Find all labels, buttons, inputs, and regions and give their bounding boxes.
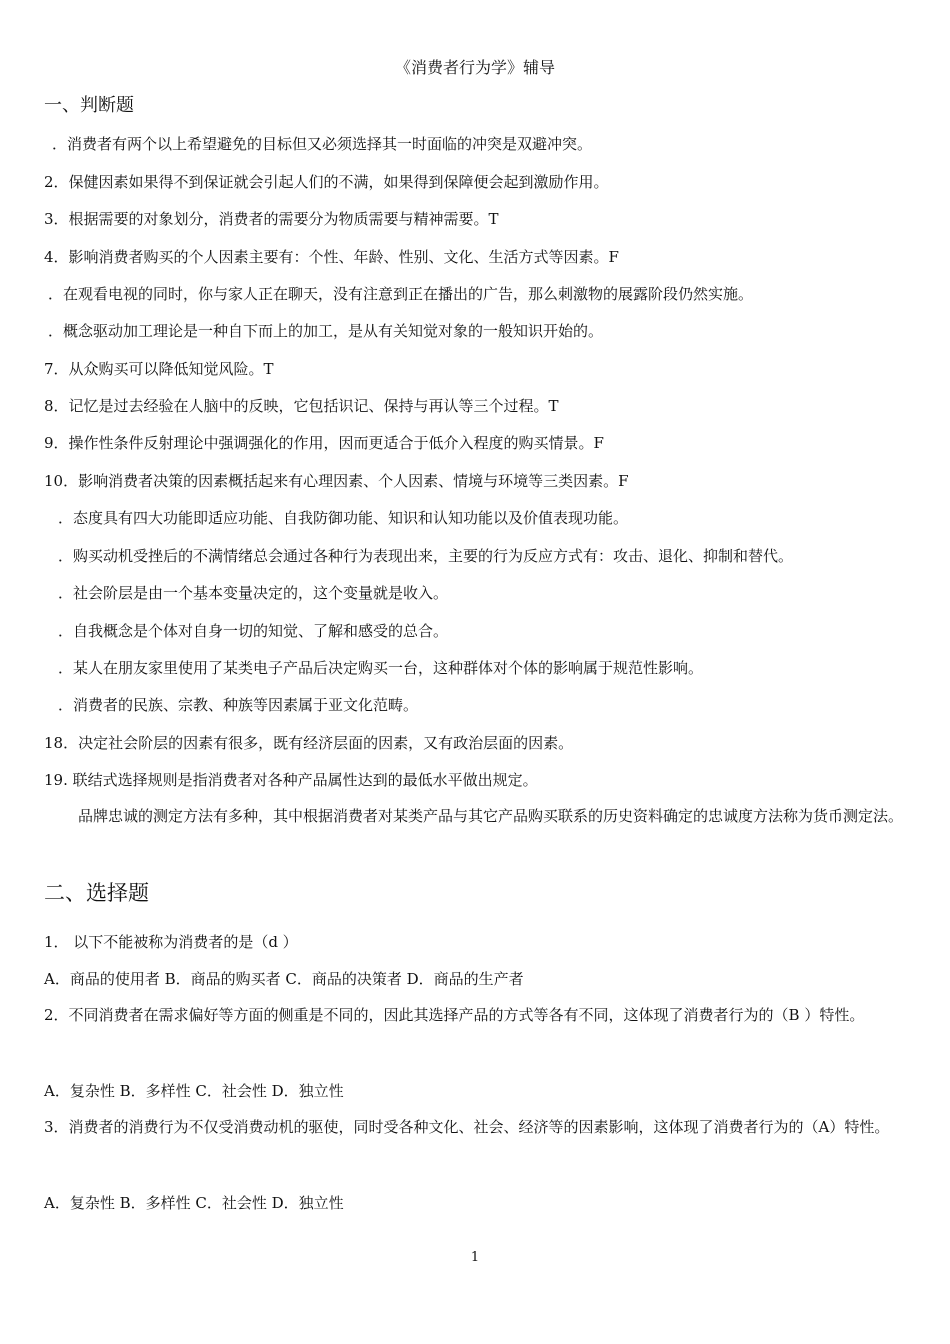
judgment-item: 3．根据需要的对象划分，消费者的需要分为物质需要与精神需要。T	[44, 210, 499, 228]
judgment-item: 18．决定社会阶层的因素有很多，既有经济层面的因素，又有政治层面的因素。	[44, 734, 574, 752]
document-title: 《消费者行为学》辅导	[394, 58, 555, 77]
question-stem: 3．消费者的消费行为不仅受消费动机的驱使，同时受各种文化、社会、经济等的因素影响，这体现了消费者行为的（A）特性。	[44, 1118, 890, 1136]
question-options: A．复杂性 B．多样性 C．社会性 D．独立性	[44, 1082, 344, 1100]
judgment-item: ．消费者有两个以上希望避免的目标但又必须选择其一时面临的冲突是双避冲突。	[52, 135, 593, 153]
judgment-item: ．社会阶层是由一个基本变量决定的，这个变量就是收入。	[58, 584, 449, 602]
question-options: A．商品的使用者 B．商品的购买者 C．商品的决策者 D．商品的生产者	[44, 970, 524, 988]
judgment-item: ．态度具有四大功能即适应功能、自我防御功能、知识和认知功能以及价值表现功能。	[58, 509, 629, 527]
question-options: A．复杂性 B．多样性 C．社会性 D．独立性	[44, 1194, 344, 1212]
judgment-item: ．某人在朋友家里使用了某类电子产品后决定购买一台，这种群体对个体的影响属于规范性影响。	[58, 659, 704, 677]
question-stem: 2．不同消费者在需求偏好等方面的侧重是不同的，因此其选择产品的方式等各有不同，这体现了消费者行为的（B ）特性。	[44, 1006, 865, 1024]
judgment-item: 7．从众购买可以降低知觉风险。T	[44, 360, 274, 378]
judgment-item: 8．记忆是过去经验在人脑中的反映，它包括识记、保持与再认等三个过程。T	[44, 397, 559, 415]
judgment-item: 品牌忠诚的测定方法有多种，其中根据消费者对某类产品与其它产品购买联系的历史资料确定的忠诚度方法称为货币测定法。	[78, 807, 904, 825]
question-stem: 1． 以下不能被称为消费者的是（d ）	[44, 933, 298, 951]
judgment-item: 2．保健因素如果得不到保证就会引起人们的不满，如果得到保障便会起到激励作用。	[44, 173, 609, 191]
judgment-item: 9．操作性条件反射理论中强调强化的作用，因而更适合于低介入程度的购买情景。F	[44, 434, 604, 452]
page-number: 1	[470, 1250, 480, 1265]
judgment-item: ．概念驱动加工理论是一种自下而上的加工，是从有关知觉对象的一般知识开始的。	[48, 322, 604, 340]
judgment-item: ．自我概念是个体对自身一切的知觉、了解和感受的总合。	[58, 622, 449, 640]
judgment-item: 4．影响消费者购买的个人因素主要有：个性、年龄、性别、文化、生活方式等因素。F	[44, 248, 619, 266]
judgment-item: 10．影响消费者决策的因素概括起来有心理因素、个人因素、情境与环境等三类因素。F	[44, 472, 629, 490]
judgment-item: 19. 联结式选择规则是指消费者对各种产品属性达到的最低水平做出规定。	[44, 771, 538, 789]
section-heading-judgment: 一、判断题	[44, 95, 134, 116]
judgment-item: ．在观看电视的同时，你与家人正在聊天，没有注意到正在播出的广告，那么刺激物的展露阶段仍然实施。	[48, 285, 754, 303]
judgment-item: ．消费者的民族、宗教、种族等因素属于亚文化范畴。	[58, 696, 419, 714]
section-heading-choice: 二、选择题	[44, 881, 149, 905]
judgment-item: ．购买动机受挫后的不满情绪总会通过各种行为表现出来，主要的行为反应方式有：攻击、退化、抑制和替代。	[58, 547, 794, 565]
